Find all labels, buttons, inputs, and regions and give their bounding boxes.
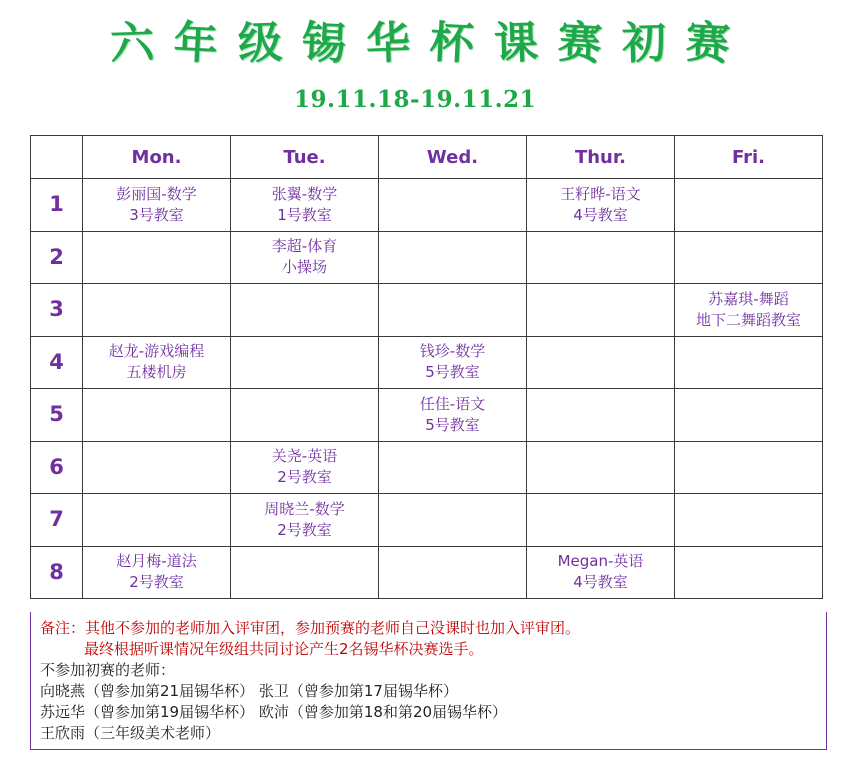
schedule-cell-fri: [675, 389, 823, 442]
schedule-cell-fri: [675, 336, 823, 389]
remark-line-1: 备注：其他不参加的老师加入评审团，参加预赛的老师自己没课时也加入评审团。: [40, 619, 581, 637]
period-number: 1: [31, 179, 83, 232]
schedule-cell-mon: [83, 284, 231, 337]
day-header-mon: Mon.: [83, 136, 231, 179]
notes-box: [30, 612, 827, 750]
classroom: 2号教室: [129, 573, 184, 592]
title-char: 锡: [300, 16, 348, 71]
teacher-subject: 赵龙-游戏编程: [108, 342, 205, 361]
period-number: 6: [31, 441, 83, 494]
schedule-cell-mon: [83, 494, 231, 547]
remark-line-2: 最终根据听课情况年级组共同讨论产生2名锡华杯决赛选手。: [84, 640, 484, 658]
schedule-cell-thur: [527, 441, 675, 494]
schedule-cell-mon: [83, 336, 231, 389]
title-char: 级: [237, 17, 284, 70]
title-char: 赛: [684, 16, 732, 71]
schedule-row: [31, 284, 823, 337]
period-number: 5: [31, 389, 83, 442]
classroom: 4号教室: [573, 573, 628, 592]
schedule-row: [31, 231, 823, 284]
schedule-cell-wed: [379, 441, 527, 494]
title-char: 六: [109, 17, 156, 70]
teacher-subject: 王籽晔-语文: [560, 184, 641, 203]
period-number: 8: [31, 546, 83, 599]
teacher-subject: 赵月梅-道法: [116, 552, 197, 571]
schedule-row: [31, 494, 823, 547]
teacher-subject: 彭丽国-数学: [116, 184, 197, 203]
schedule-cell-tue: [231, 336, 379, 389]
classroom: 5号教室: [425, 415, 480, 434]
classroom: 4号教室: [573, 205, 628, 224]
schedule-cell-wed: [379, 179, 527, 232]
schedule-cell-fri: [675, 179, 823, 232]
classroom: 地下二舞蹈教室: [695, 310, 801, 329]
title-char: 课: [493, 17, 540, 70]
schedule-cell-thur: [527, 284, 675, 337]
schedule-cell-wed: [379, 284, 527, 337]
schedule-row: [31, 179, 823, 232]
title-char: 华: [365, 17, 412, 70]
title-char: 赛: [556, 16, 604, 71]
period-number: 7: [31, 494, 83, 547]
classroom: 5号教室: [425, 363, 480, 382]
schedule-cell-fri: [675, 494, 823, 547]
schedule-cell-mon: [83, 546, 231, 599]
schedule-row: [31, 389, 823, 442]
schedule-row: [31, 546, 823, 599]
page-title: [100, 12, 740, 71]
schedule-cell-tue: [231, 231, 379, 284]
schedule-cell-wed: [379, 336, 527, 389]
classroom: 3号教室: [129, 205, 184, 224]
schedule-cell-tue: [231, 441, 379, 494]
date-range: 19.11.18-19.11.21: [294, 86, 537, 113]
schedule-cell-mon: [83, 441, 231, 494]
teacher-line-2: 苏远华（曾参加第19届锡华杯） 欧沛（曾参加第18和第20届锡华杯）: [40, 703, 508, 721]
teacher-line-1: 向晓燕（曾参加第21届锡华杯） 张卫（曾参加第17届锡华杯）: [40, 682, 458, 700]
teacher-subject: 周晓兰-数学: [264, 499, 345, 518]
period-number: 3: [31, 284, 83, 337]
schedule-cell-tue: [231, 179, 379, 232]
classroom: 五楼机房: [126, 363, 187, 382]
schedule-cell-wed: [379, 546, 527, 599]
schedule-cell-tue: [231, 494, 379, 547]
corner-cell: [31, 136, 83, 179]
teacher-subject: 任佳-语文: [419, 394, 486, 413]
schedule-cell-tue: [231, 284, 379, 337]
schedule-cell-thur: [527, 336, 675, 389]
teacher-line-3: 王欣雨（三年级美术老师）: [40, 724, 221, 742]
schedule-cell-fri: [675, 231, 823, 284]
teacher-subject: Megan-英语: [557, 552, 644, 571]
day-header-wed: Wed.: [379, 136, 527, 179]
schedule-cell-thur: [527, 494, 675, 547]
schedule-cell-mon: [83, 231, 231, 284]
schedule-cell-wed: [379, 389, 527, 442]
schedule-cell-fri: [675, 441, 823, 494]
schedule-cell-thur: [527, 389, 675, 442]
title-char: 年: [172, 16, 220, 71]
schedule-cell-fri: [675, 284, 823, 337]
schedule-cell-fri: [675, 546, 823, 599]
schedule-cell-thur: [527, 546, 675, 599]
classroom: 小操场: [281, 258, 327, 277]
schedule-row: [31, 441, 823, 494]
header-row: [31, 136, 823, 179]
schedule-table: [30, 135, 823, 599]
classroom: 2号教室: [277, 468, 332, 487]
day-header-tue: Tue.: [231, 136, 379, 179]
period-number: 4: [31, 336, 83, 389]
schedule-cell-tue: [231, 546, 379, 599]
teacher-subject: 张翼-数学: [271, 184, 338, 203]
classroom: 1号教室: [277, 205, 332, 224]
day-header-fri: Fri.: [675, 136, 823, 179]
schedule-cell-wed: [379, 231, 527, 284]
teacher-subject: 关尧-英语: [271, 447, 338, 466]
schedule-cell-thur: [527, 231, 675, 284]
period-number: 2: [31, 231, 83, 284]
schedule-cell-thur: [527, 179, 675, 232]
teacher-subject: 苏嘉琪-舞蹈: [708, 289, 789, 308]
teacher-subject: 钱珍-数学: [419, 342, 486, 361]
teacher-subject: 李超-体育: [271, 237, 338, 256]
schedule-cell-mon: [83, 389, 231, 442]
title-char: 初: [621, 17, 668, 70]
classroom: 2号教室: [277, 520, 332, 539]
day-header-thur: Thur.: [527, 136, 675, 179]
schedule-cell-wed: [379, 494, 527, 547]
schedule-row: [31, 336, 823, 389]
schedule-cell-tue: [231, 389, 379, 442]
schedule-cell-mon: [83, 179, 231, 232]
not-participating-label: 不参加初赛的老师：: [40, 661, 176, 679]
title-char: 杯: [428, 16, 476, 71]
